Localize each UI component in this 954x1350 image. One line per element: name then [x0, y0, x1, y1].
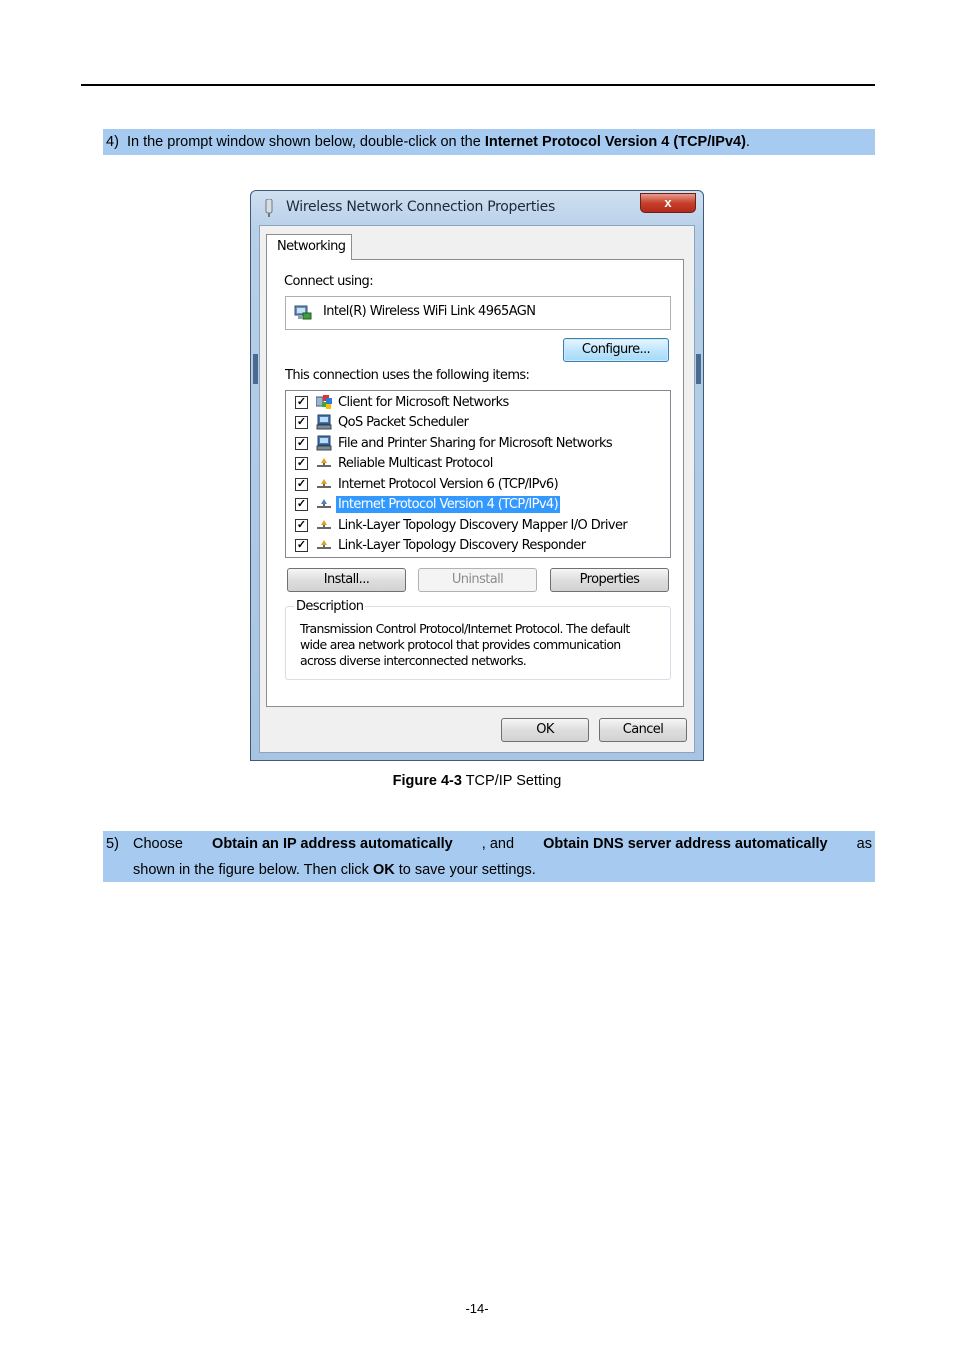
- step-bold-option-dns: Obtain DNS server address automatically: [543, 836, 828, 852]
- item-label: Client for Microsoft Networks: [338, 394, 509, 410]
- item-checkbox[interactable]: ✓: [296, 436, 307, 449]
- step-text: In the prompt window shown below, double-click on the: [126, 134, 485, 150]
- list-item-qos[interactable]: [295, 412, 470, 432]
- adapter-name: Intel(R) Wireless WiFi Link 4965AGN: [323, 304, 536, 319]
- list-item-ipv4[interactable]: [295, 494, 560, 514]
- protocol-icon: [316, 496, 332, 512]
- frame-edge: [696, 354, 701, 384]
- step-number: 4): [106, 134, 119, 150]
- description-legend: Description: [296, 599, 364, 614]
- qos-scheduler-icon: [316, 414, 332, 430]
- networking-tab-panel: [266, 259, 684, 707]
- item-label: File and Printer Sharing for Microsoft Networks: [338, 435, 613, 451]
- list-item-reliable-multicast[interactable]: [295, 453, 495, 473]
- step-word: , and: [481, 836, 515, 852]
- adapter-field: [285, 296, 671, 330]
- items-label: This connection uses the following items:: [285, 368, 530, 383]
- item-checkbox[interactable]: ✓: [296, 456, 307, 469]
- item-checkbox[interactable]: ✓: [296, 538, 307, 551]
- configure-button[interactable]: Configure...: [563, 338, 669, 362]
- description-group: [285, 599, 671, 680]
- wireless-adapter-icon: [263, 199, 275, 217]
- tab-networking[interactable]: Networking: [266, 234, 352, 260]
- connect-using-label: Connect using:: [284, 274, 373, 289]
- step-5-line-2: [103, 857, 875, 883]
- item-label-selected: Internet Protocol Version 4 (TCP/IPv4): [338, 496, 559, 512]
- item-checkbox[interactable]: ✓: [296, 497, 307, 510]
- figure-caption: [0, 773, 954, 789]
- item-checkbox[interactable]: ✓: [296, 518, 307, 531]
- cancel-button[interactable]: Cancel: [599, 718, 687, 742]
- items-list[interactable]: [285, 390, 671, 558]
- list-item-ipv6[interactable]: [295, 474, 560, 494]
- item-label: Internet Protocol Version 6 (TCP/IPv6): [338, 476, 559, 492]
- header-rule: [81, 84, 875, 86]
- item-label: Reliable Multicast Protocol: [338, 455, 493, 471]
- file-printer-sharing-icon: [316, 435, 332, 451]
- properties-dialog: [250, 190, 704, 761]
- figure-title: TCP/IP Setting: [461, 773, 562, 789]
- step-5-line-1: [103, 831, 875, 857]
- properties-button[interactable]: Properties: [550, 568, 669, 592]
- step-bold-text: Internet Protocol Version 4 (TCP/IPv4): [484, 134, 746, 150]
- list-item-lltd-mapper[interactable]: [295, 515, 629, 535]
- protocol-icon: [316, 537, 332, 553]
- list-item-lltd-responder[interactable]: [295, 535, 587, 555]
- step-word: Choose: [133, 836, 183, 852]
- step-number: 5): [106, 836, 119, 852]
- step-text-end: to save your settings.: [394, 862, 536, 878]
- step-word: as: [856, 836, 872, 852]
- item-checkbox[interactable]: ✓: [296, 395, 307, 408]
- ok-button[interactable]: OK: [501, 718, 589, 742]
- protocol-icon: [316, 517, 332, 533]
- figure-number: Figure 4-3: [392, 773, 462, 789]
- install-button[interactable]: Install...: [287, 568, 406, 592]
- item-label: QoS Packet Scheduler: [338, 414, 469, 430]
- dialog-titlebar: [251, 191, 703, 225]
- protocol-icon: [316, 476, 332, 492]
- step-5-instruction: [103, 831, 875, 882]
- item-checkbox[interactable]: ✓: [296, 477, 307, 490]
- step-bold-ok: OK: [372, 862, 395, 878]
- dialog-title: Wireless Network Connection Properties: [286, 199, 555, 215]
- dialog-client-area: [259, 225, 695, 753]
- frame-edge: [253, 354, 258, 384]
- close-button[interactable]: x: [640, 193, 696, 213]
- item-label: Link-Layer Topology Discovery Mapper I/O Driver: [338, 517, 628, 533]
- page-number: -14-: [465, 1301, 489, 1316]
- network-adapter-icon: [294, 303, 312, 321]
- protocol-icon: [316, 455, 332, 471]
- item-checkbox[interactable]: ✓: [296, 415, 307, 428]
- uninstall-button[interactable]: Uninstall: [418, 568, 537, 592]
- item-label: Link-Layer Topology Discovery Responder: [338, 537, 586, 553]
- network-client-icon: [316, 394, 332, 410]
- description-text: Transmission Control Protocol/Internet Protocol. The default wide area network protocol that provides communication across diverse interconnected networks.: [300, 621, 630, 668]
- list-item-client-ms-networks[interactable]: [295, 392, 511, 412]
- list-item-file-printer-sharing[interactable]: [295, 433, 614, 453]
- step-text: shown in the figure below. Then click: [133, 862, 373, 878]
- step-bold-option-ip: Obtain an IP address automatically: [212, 836, 453, 852]
- step-text-end: .: [745, 134, 750, 150]
- step-4-instruction: [103, 129, 875, 155]
